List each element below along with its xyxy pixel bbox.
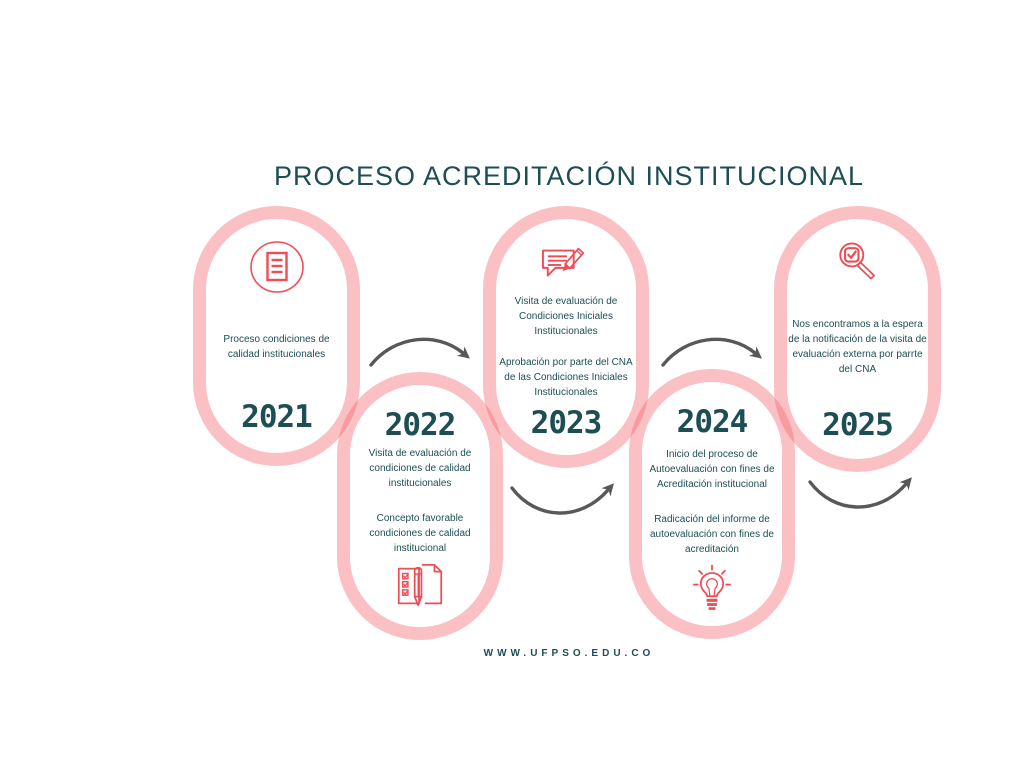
chat-pencil-icon: [538, 241, 594, 289]
arrow-2022-to-2023-icon: [506, 478, 618, 529]
milestone-2022: [337, 372, 503, 640]
document-circle-icon: [249, 239, 305, 295]
milestone-year: 2022: [384, 407, 456, 443]
checklist-pencil-icon: [393, 559, 447, 615]
milestone-2024: [629, 369, 795, 639]
arrow-2024-to-2025-icon: [804, 472, 916, 523]
arrow-2021-to-2022-icon: [366, 328, 476, 377]
magnifier-check-icon: [835, 241, 881, 287]
milestone-description: Concepto favorable condiciones de calidad institucional: [369, 513, 471, 554]
milestone-year: 2021: [241, 399, 312, 435]
milestone-description: Visita de evaluación de Condiciones Iniciales Institucionales: [514, 296, 618, 337]
milestone-2021: [193, 206, 360, 466]
milestone-description: Aprobación por parte del CNA de las Condiciones Iniciales Institucionales: [499, 357, 633, 398]
milestone-year: 2024: [676, 404, 748, 440]
milestone-year: 2023: [530, 405, 602, 441]
website-url: WWW.UFPSO.EDU.CO: [483, 648, 655, 659]
page-title: PROCESO ACREDITACIÓN INSTITUCIONAL: [273, 161, 865, 191]
milestone-description: Visita de evaluación de condiciones de calidad institucionales: [368, 448, 472, 489]
milestone-description: Inicio del proceso de Autoevaluación con fines de Acreditación institucional: [649, 449, 775, 490]
milestone-description: Radicación del informe de autoevaluación con fines de acreditación: [650, 514, 774, 555]
milestone-description: Proceso condiciones de calidad institucionales: [223, 334, 330, 360]
milestone-year: 2025: [822, 407, 893, 443]
milestone-2025: [774, 206, 941, 472]
lightbulb-icon: [690, 564, 734, 616]
milestone-description: Nos encontramos a la espera de la notificación de la visita de evaluación externa por parrte del CNA: [788, 319, 927, 375]
arrow-2023-to-2024-icon: [658, 328, 768, 377]
milestone-2023: [483, 206, 649, 468]
